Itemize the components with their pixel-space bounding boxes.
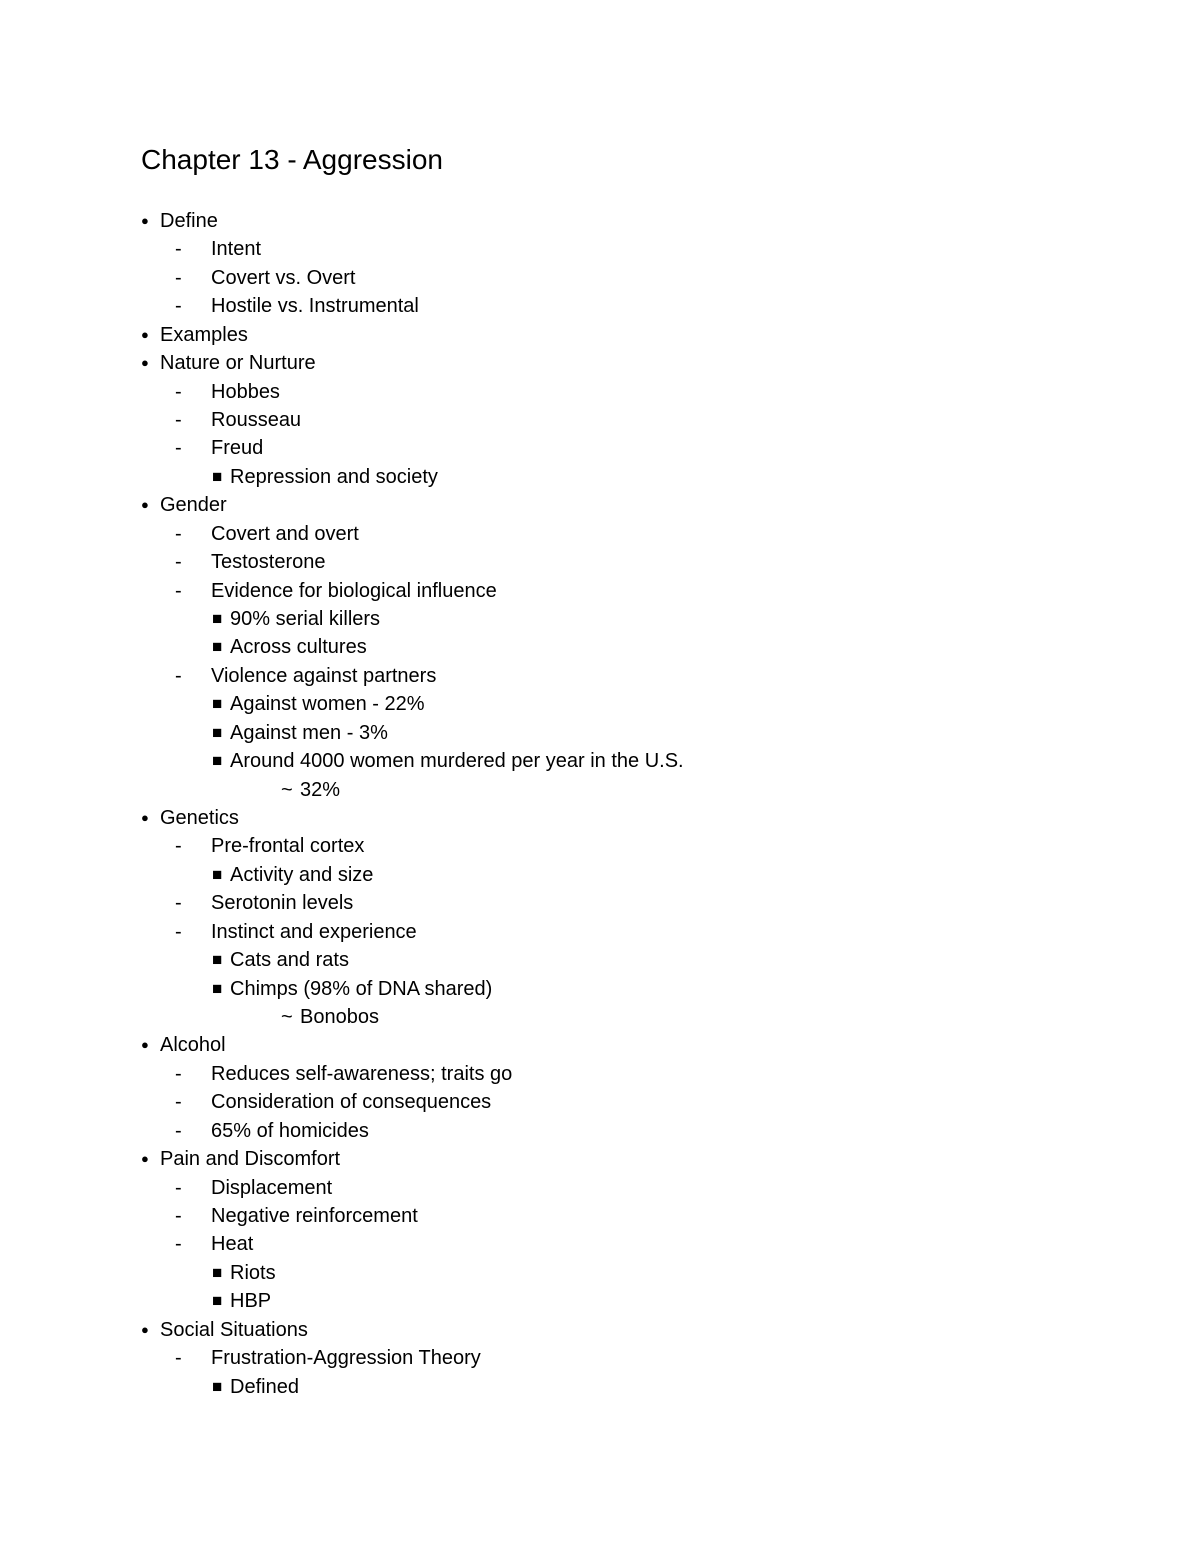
dash-marker: - [175,295,182,318]
bullet-marker: ● [141,213,149,228]
list-item-text: Social Situations [160,1318,308,1341]
list-item-text: Defined [230,1375,299,1398]
square-marker: ■ [212,466,223,486]
dash-marker: - [175,892,182,915]
dash-marker: - [175,380,182,403]
list-item-text: Define [160,210,218,232]
square-marker: ■ [212,751,223,771]
list-item-text: Serotonin levels [211,892,354,915]
list-item-text: Gender [160,494,227,517]
bullet-marker: ● [141,810,149,826]
dash-marker: - [175,1205,182,1228]
list-item-text: Heat [211,1233,254,1256]
list-item-text: Alcohol [160,1034,226,1057]
list-item-text: Bonobos [300,1006,379,1029]
list-item-text: 65% of homicides [211,1119,369,1142]
list-item-text: Rousseau [211,409,302,431]
square-marker: ■ [212,978,223,998]
square-marker: ■ [212,609,223,629]
dash-marker: - [175,1119,182,1142]
tilde-marker: ~ [281,778,293,801]
list-item-text: Around 4000 women murdered per year in the U.S. [230,750,684,773]
page-title: Chapter 13 - Aggression [141,144,443,175]
dash-marker: - [175,1091,182,1114]
list-item-text: Across cultures [230,636,367,659]
list-item-text: Evidence for biological influence [211,579,497,602]
list-item-text: Pre-frontal cortex [211,835,365,858]
bullet-marker: ● [141,355,149,371]
square-marker: ■ [212,1376,223,1396]
list-item-text: Instinct and experience [211,920,417,943]
dash-marker: - [175,1233,182,1256]
list-item-text: Riots [230,1261,276,1284]
list-item-text: Cats and rats [230,949,349,972]
bullet-marker: ● [141,1321,149,1337]
dash-marker: - [175,266,182,289]
square-marker: ■ [212,722,223,742]
list-item-text: Against women - 22% [230,693,425,716]
list-item-text: 32% [300,778,341,801]
square-marker: ■ [212,1262,223,1282]
list-item-text: Negative reinforcement [211,1205,418,1228]
dash-marker: - [175,664,182,687]
dash-marker: - [175,409,182,431]
dash-marker: - [175,238,182,261]
list-item-text: Displacement [211,1176,333,1199]
list-item-text: Covert and overt [211,522,359,545]
list-item-text: Hobbes [211,380,280,403]
dash-marker: - [175,437,182,460]
tilde-marker: ~ [281,1006,293,1029]
list-item-text: Activity and size [230,863,374,886]
list-item-text: Examples [160,323,248,346]
bullet-marker: ● [141,1037,149,1053]
dash-marker: - [175,579,182,602]
square-marker: ■ [212,1291,223,1311]
square-marker: ■ [212,864,223,884]
square-marker: ■ [212,637,223,657]
list-item-text: Pain and Discomfort [160,1148,341,1171]
dash-marker: - [175,551,182,574]
list-item-text: Consideration of consequences [211,1091,492,1114]
bullet-marker: ● [141,1151,149,1167]
list-item-text: Covert vs. Overt [211,266,356,289]
bullet-marker: ● [141,497,149,513]
list-item-text: Reduces self-awareness; traits go [211,1062,513,1085]
square-marker: ■ [212,950,223,970]
list-item-text: Freud [211,437,264,460]
list-item-text: Intent [211,238,262,261]
dash-marker: - [175,1176,182,1199]
list-item-text: Repression and society [230,465,438,488]
list-item-text: Hostile vs. Instrumental [211,295,419,318]
list-item-text: Against men - 3% [230,721,388,744]
list-item-text: 90% serial killers [230,608,381,631]
list-item-text: Genetics [160,807,239,830]
bullet-marker: ● [141,326,149,342]
list-item-text: Violence against partners [211,664,437,687]
list-item-text: Frustration-Aggression Theory [211,1347,481,1370]
list-item-text: Chimps (98% of DNA shared) [230,977,493,1000]
dash-marker: - [175,835,182,858]
square-marker: ■ [212,694,223,714]
dash-marker: - [175,920,182,943]
list-item-text: Testosterone [211,551,326,574]
list-item-text: HBP [230,1290,272,1313]
list-item-text: Nature or Nurture [160,352,316,375]
dash-marker: - [175,522,182,545]
dash-marker: - [175,1062,182,1085]
dash-marker: - [175,1347,182,1370]
